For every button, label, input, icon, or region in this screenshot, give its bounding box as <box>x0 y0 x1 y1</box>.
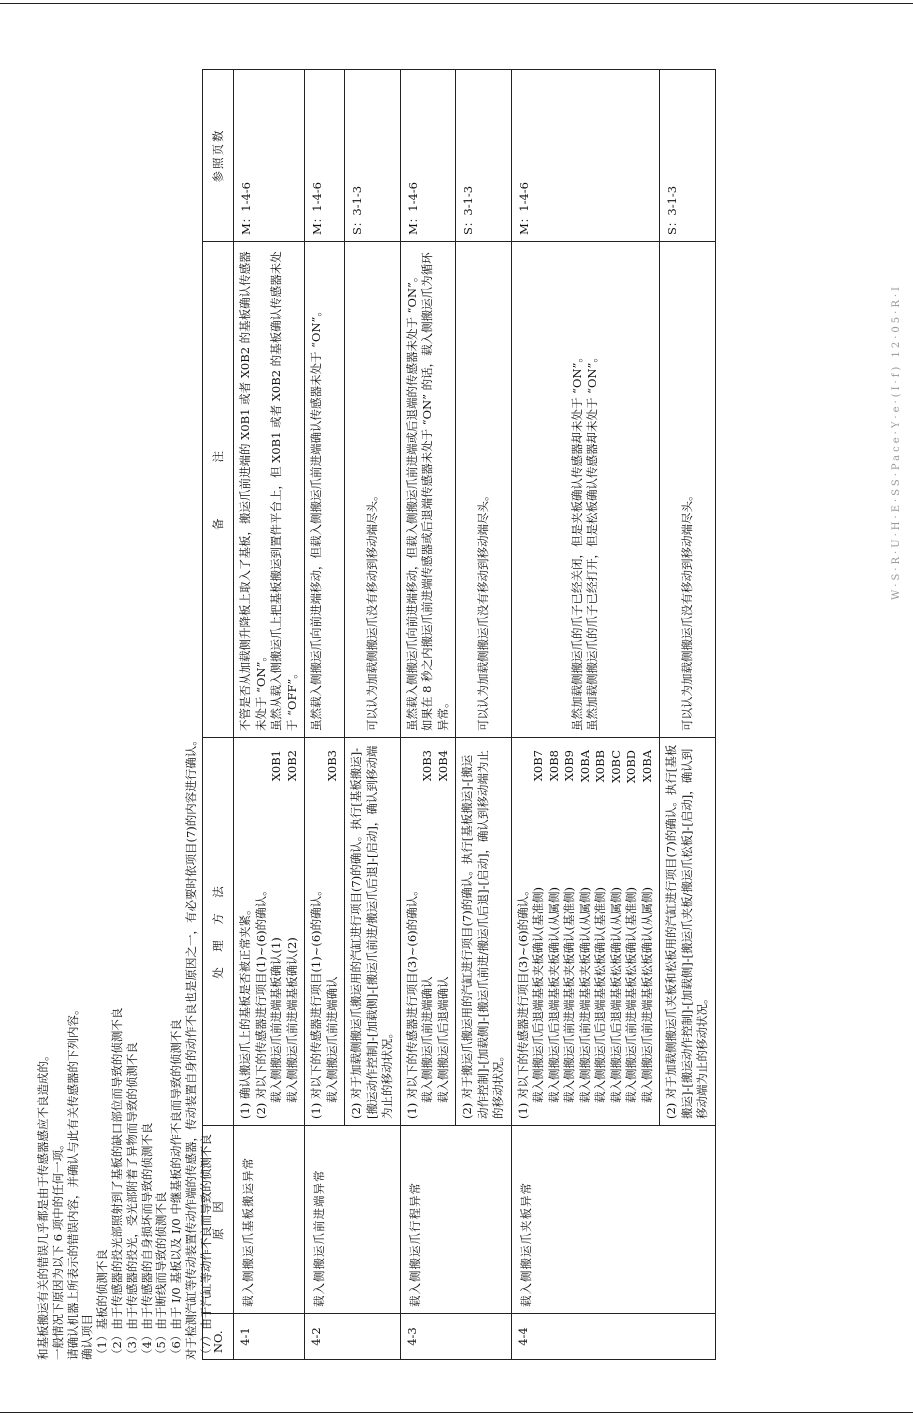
row-method <box>660 738 716 1126</box>
row-page: S：3-1-3 <box>660 70 716 242</box>
row-page: M：1-4-6 <box>511 70 660 242</box>
sensor-line <box>640 744 656 1119</box>
sensor-code: X0B7 <box>531 750 545 782</box>
method-line: (1) 确认搬运爪上的基板是否被正常夹紧。 <box>238 903 252 1119</box>
row-cause: 载入侧搬运爪基板搬运异常 <box>234 1126 305 1314</box>
row-method <box>305 738 345 1126</box>
method-line: (2) 对于加载侧搬运爪搬运用的汽缸进行项目(7)的确认。执行[基板搬运]-[搬运动作控制]-[加载侧]-[搬运爪前进/搬运爪后退]-[启动]，确认到移动端为止的移动状况。 <box>349 745 394 1119</box>
method-line: (1) 对以下的传感器进行项目(3)~(6)的确认。 <box>515 884 530 1119</box>
row-page: M：1-4-6 <box>234 70 305 242</box>
row-note <box>345 242 401 738</box>
sensor-code: X0BD <box>624 750 638 784</box>
intro-line: 确认项目 <box>80 1314 95 1360</box>
table-header-row <box>203 70 234 1360</box>
intro-line: （6）由于 I/0 基板以及 I/0 中继基板的动作不良而导致的侦测不良 <box>169 1019 184 1360</box>
row-no: 4-4 <box>511 1314 715 1360</box>
row-page: M：1-4-6 <box>305 70 345 242</box>
method-line: (2) 对以下的传感器进行项目(1)~(6)的确认。 <box>253 884 268 1119</box>
sensor-label: 载入侧搬运爪前进端基板松板确认(基准侧) <box>624 887 638 1103</box>
sensor-line <box>420 744 436 1119</box>
intro-line: 请确认机器上所表示的错误内容，并确认与此有关传感器的下列内容。 <box>65 1003 80 1360</box>
sensor-line <box>436 744 452 1119</box>
sensor-label: 载入侧搬运爪前进端基板夹板确认(基准侧) <box>562 887 576 1103</box>
note-line: 可以认为加载侧搬运爪没有移动到移动端尽头。 <box>475 489 490 731</box>
intro-line: （5）由于断线而导致的侦测不良 <box>154 1191 169 1360</box>
note-line: 不管是否从加载侧升降板上取入了基板，搬运爪前进端的 X0B1 或者 X0B2 的基板确认传感器未处于 “ON”。 <box>238 251 268 731</box>
header-note: 备 注 <box>203 242 234 738</box>
sensor-code: X0BA <box>639 750 654 783</box>
sensor-line <box>285 744 301 1119</box>
row-no: 4-2 <box>305 1314 401 1360</box>
sensor-line <box>269 744 285 1119</box>
table-row <box>234 70 305 1360</box>
intro-line: 对于检测汽缸等传动装置传动作端的传感器，传动装置自身的动作不良也是原因之一，有必要时依项目(7)的内容进行确认。 <box>183 734 198 1360</box>
intro-line: （3）由于传感器的投光，受光部附着了异物而导致的侦测不良 <box>124 1042 139 1360</box>
row-no: 4-3 <box>400 1314 511 1360</box>
intro-line: （4）由于传感器的自身损坏而导致的侦测不良 <box>139 1122 154 1360</box>
intro-line: （1）基板的侦测不良 <box>95 1249 110 1360</box>
row-note <box>456 242 512 738</box>
row-note <box>305 242 345 738</box>
sensor-line <box>593 744 609 1119</box>
sensor-label: 载入侧搬运爪前进端基板确认(2) <box>284 937 299 1103</box>
row-method <box>400 738 456 1126</box>
sensor-line <box>531 744 547 1119</box>
page-footer: W·S·R·U·H·E·SS·Pace·Y·e·(I·f) 12·05·R·I <box>891 284 902 600</box>
table-row <box>305 70 345 1360</box>
sensor-label: 载入侧搬运爪前进端基板松板确认(从属侧) <box>639 887 654 1103</box>
row-cause: 载入侧搬运爪行程异常 <box>400 1126 511 1314</box>
method-line: (2) 对于加载侧搬运爪夹板和松板用的汽缸进行项目(7)的确认。执行[基板搬运]-[搬运动作控制]-[加载侧]-[搬运爪夹板/搬运爪松板]-[启动]，确认到移动端为止的移动状况。 <box>664 744 709 1119</box>
header-no: NO. <box>203 1314 234 1360</box>
note-line: 虽然载入侧搬运爪向前进端移动，但载入侧搬运爪前进端或后退端的传感器未处于 “ON”。 <box>404 270 419 731</box>
header-page: 参照页数 <box>203 70 234 242</box>
row-note <box>660 242 716 738</box>
error-table <box>202 69 716 1360</box>
note-line: 虽然载入侧搬运爪向前进端移动，但载入侧搬运爪前进端确认传感器未处于 “ON”。 <box>309 305 323 731</box>
sensor-code: X0B3 <box>420 750 434 782</box>
sensor-label: 载入侧搬运爪后退端基板夹板确认(从属侧) <box>546 887 561 1103</box>
header-cause: 原 因 <box>203 1126 234 1314</box>
row-method <box>234 738 305 1126</box>
sensor-label: 载入侧搬运爪前进端确认 <box>324 976 339 1103</box>
row-no: 4-1 <box>234 1314 305 1360</box>
table-row <box>400 70 456 1360</box>
row-method <box>456 738 512 1126</box>
note-line: 虽然从载入侧搬运爪上把基板搬运到置件平台上，但 X0B1 或者 X0B2 的基板确认传感器未处于 “OFF”。 <box>269 251 299 731</box>
sensor-code: X0B9 <box>562 750 576 782</box>
sensor-label: 载入侧搬运爪前进端基板夹板确认(从属侧) <box>577 887 592 1103</box>
note-line: 虽然加载侧搬运爪的爪子已经关闭，但是夹板确认传感器却未处于 “ON”。 <box>569 351 584 731</box>
sensor-line <box>609 744 625 1119</box>
note-line: 如果在 8 秒之内搬运爪前进端传感器或后退端传感器未处于 “ON” 的话，载入侧搬运爪为循环异常。 <box>420 252 450 731</box>
row-page: S：3-1-3 <box>456 70 512 242</box>
bottom-rule <box>0 1412 913 1413</box>
sensor-line <box>578 744 594 1119</box>
method-line: (1) 对以下的传感器进行项目(3)~(6)的确认。 <box>404 884 419 1119</box>
intro-text <box>36 60 214 1360</box>
sensor-code: X0B2 <box>284 750 299 782</box>
header-method: 处 理 方 法 <box>203 738 234 1126</box>
top-rule <box>0 3 913 4</box>
sensor-label: 载入侧搬运爪后退端基板松板确认(基准侧) <box>593 887 607 1103</box>
intro-line: （7）由于汽缸等动作不良而导致的侦测不良 <box>198 1134 213 1360</box>
intro-line: 和基板搬运有关的错误几乎都是由于传感器感应不良造成的。 <box>36 1049 50 1360</box>
sensor-label: 载入侧搬运爪前进端基板确认(1) <box>269 937 283 1103</box>
note-spacer <box>516 248 570 731</box>
note-line: 虽然加载侧搬运爪的爪子已经打开，但是松板确认传感器却未处于 “ON”。 <box>585 351 599 731</box>
sensor-label: 载入侧搬运爪后退端基板夹板确认(基准侧) <box>531 887 545 1103</box>
intro-line: 一般情况下原因为以下 6 项中的任何一项。 <box>50 1138 65 1360</box>
method-line: (2) 对于搬运爪搬运用的汽缸进行项目(7)的确认。执行[基板搬运]-[搬运动作控制]-[加载侧]-[搬运爪前进/搬运爪后退]-[启动]，确认到移动端为止的移动状况。 <box>460 750 505 1119</box>
sensor-line <box>547 744 563 1119</box>
row-note <box>511 242 660 738</box>
row-page: S：3-1-3 <box>345 70 401 242</box>
row-note <box>234 242 305 738</box>
sensor-code: X0B8 <box>546 750 561 782</box>
row-method <box>345 738 401 1126</box>
sensor-label: 载入侧搬运爪后退端确认 <box>435 976 450 1103</box>
sensor-label: 载入侧搬运爪前进端确认 <box>420 976 434 1103</box>
row-note <box>400 242 456 738</box>
note-line: 可以认为加载侧搬运爪没有移动到移动端尽头。 <box>364 489 379 731</box>
row-cause: 载入侧搬运爪夹板异常 <box>511 1126 715 1314</box>
rotated-page-content <box>36 60 913 1360</box>
sensor-code: X0B3 <box>324 750 339 782</box>
intro-line: （2）由于传感器的投光部照射到了基板的缺口部位而导致的侦测不良 <box>109 1007 124 1360</box>
note-line: 可以认为加载侧搬运爪没有移动到移动端尽头。 <box>679 489 694 731</box>
row-cause: 载入侧搬运爪前进端异常 <box>305 1126 401 1314</box>
sensor-line <box>325 744 341 1119</box>
sensor-code: X0BC <box>608 750 623 783</box>
method-line: (1) 对以下的传感器进行项目(1)~(6)的确认。 <box>309 884 323 1119</box>
table-row <box>511 70 660 1360</box>
sensor-code: X0B4 <box>435 750 450 782</box>
sensor-code: X0BA <box>577 750 592 783</box>
sensor-line <box>562 744 578 1119</box>
sensor-code: X0BB <box>593 750 607 783</box>
row-page: M：1-4-6 <box>400 70 456 242</box>
sensor-line <box>624 744 640 1119</box>
sensor-code: X0B1 <box>269 750 283 782</box>
row-method <box>511 738 660 1126</box>
sensor-label: 载入侧搬运爪后退端基板松板确认(从属侧) <box>608 887 623 1103</box>
